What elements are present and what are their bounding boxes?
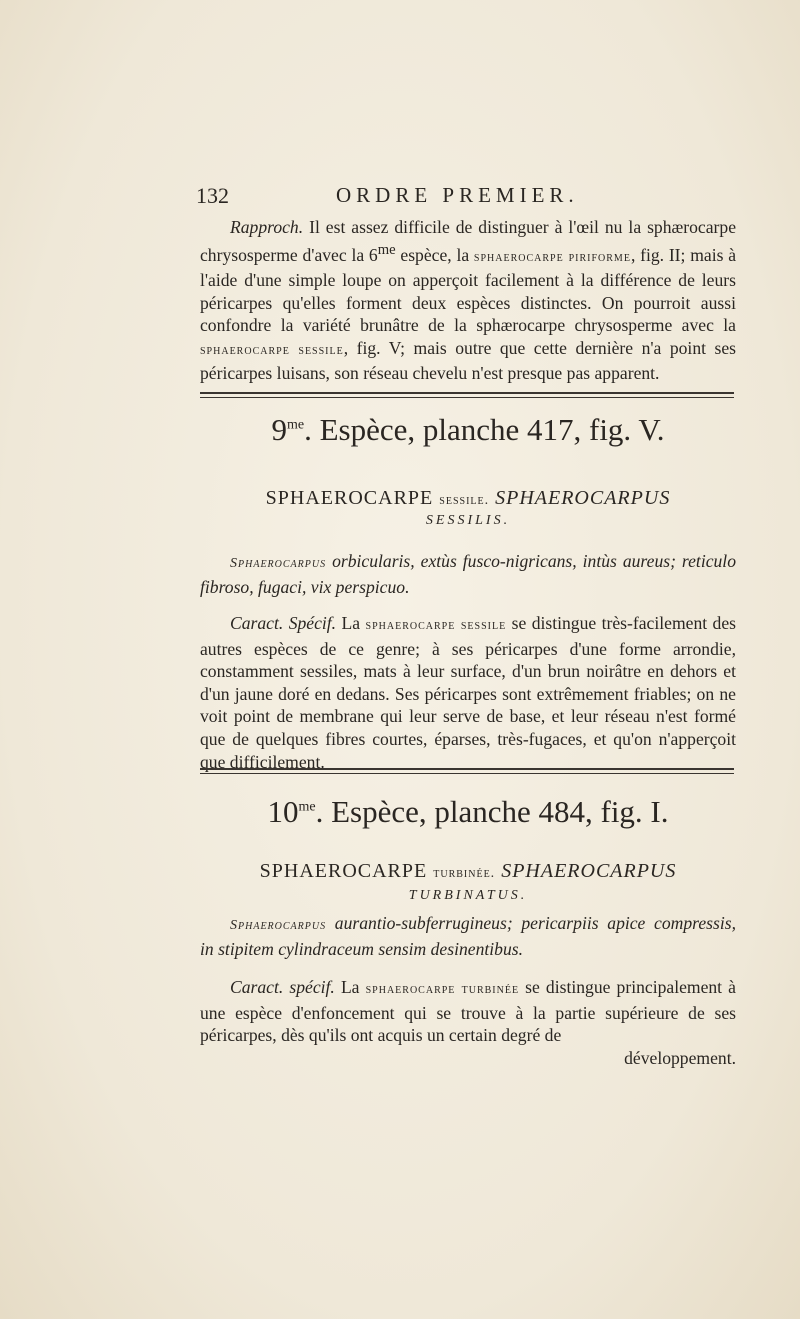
species9-diag-genus: Sphaerocarpus bbox=[230, 556, 327, 571]
species10-caract-label: Caract. spécif. bbox=[230, 977, 335, 997]
intro-text-1: Il est assez difficile de distinguer à l'œil nu la sphærocarpe chrysosperme d'avec la 6 bbox=[200, 217, 736, 265]
species9-caract-t1: La bbox=[336, 613, 366, 633]
species10-caract-t1: La bbox=[334, 977, 366, 997]
species9-genus: SPHAEROCARPE bbox=[265, 487, 434, 509]
species10-latin-epithet: TURBINATUS. bbox=[408, 888, 528, 903]
species10-caract-trail: développement. bbox=[624, 1047, 736, 1068]
species9-caract-label: Caract. Spécif. bbox=[230, 613, 337, 633]
intro-text-3: , fig. II; mais à l'aide d'une simple loupe on apperçoit facilement à la différence de leurs péricarpes qu'elles forment deux espèces distinctes. On pourroit aussi confondre la variété brunâtre de la sphærocarpe chrysosperme avec la bbox=[200, 244, 737, 336]
running-title: ORDRE PREMIER. bbox=[336, 183, 579, 207]
species10-caract-t2: se distingue principalement à une espèce d'enfoncement qui se trouve à la partie supérieure de ses péricarpes, dès qu'ils ont acquis un certain degré de bbox=[200, 977, 736, 1046]
intro-paragraph bbox=[200, 216, 736, 385]
species10-genus: SPHAEROCARPE bbox=[259, 860, 428, 882]
species9-diag-text: orbicularis, extùs fusco-nigricans, intùs aureus; reticulo fibroso, fugaci, vix perspicuo. bbox=[200, 551, 736, 597]
section-rule-2 bbox=[200, 768, 734, 774]
species9-diagnosis bbox=[200, 550, 736, 598]
species9-caract bbox=[200, 612, 736, 773]
species9-latin-genus: SPHAEROCARPUS bbox=[495, 487, 671, 509]
species10-heading bbox=[200, 794, 736, 830]
intro-sup: me bbox=[377, 241, 396, 258]
species10-caract-sc: sphaerocarpe turbinée bbox=[365, 982, 520, 997]
species9-caract-sc: sphaerocarpe sessile bbox=[365, 618, 507, 633]
species9-number: 9 bbox=[271, 412, 287, 447]
page-number: 132 bbox=[196, 183, 229, 208]
species10-diagnosis bbox=[200, 912, 736, 960]
species9-sup: me bbox=[286, 417, 305, 433]
species9-title: . Espèce, planche 417, fig. V. bbox=[304, 412, 665, 447]
species9-name-line bbox=[200, 487, 736, 510]
species9-heading bbox=[200, 412, 736, 448]
species10-latin-genus: SPHAEROCARPUS bbox=[501, 860, 677, 882]
species9-epithet: sessile. bbox=[439, 493, 490, 508]
intro-text-2: espèce, la bbox=[395, 244, 474, 265]
species9-caract-t2: se distingue très-facilement des autres espèces de ce genre; à ses péricarpes d'une forme arrondie, constamment sessiles, mats à leur surface, d'un brun noirâtre en dehors et d'un jaune doré en dedans. Ses péricarpes sont extrêmement friables; on ne voit point de membrane qui leur serve de base, et leur réseau n'est formé que de quelques fibres courtes, éparses, très-fugaces, et qu'on n'apperçoit que difficilement. bbox=[200, 613, 737, 772]
species10-sup: me bbox=[298, 799, 316, 815]
section-rule-1 bbox=[200, 392, 734, 398]
species10-epithet: turbinée. bbox=[433, 866, 496, 881]
page-header bbox=[196, 183, 736, 211]
species10-caract bbox=[200, 976, 736, 1069]
species10-title: . Espèce, planche 484, fig. I. bbox=[315, 794, 669, 829]
species9-latin-epithet: SESSILIS. bbox=[425, 513, 511, 528]
species10-diag-text: aurantio-subferrugineus; pericarpiis apice compressis, in stipitem cylindraceum sensim desinentibus. bbox=[200, 913, 736, 959]
rapproch-label: Rapproch. bbox=[230, 217, 304, 237]
species10-name-line bbox=[200, 860, 736, 883]
intro-smallcaps-2: sphaerocarpe sessile bbox=[200, 342, 344, 358]
intro-text-4: , fig. V; mais outre que cette dernière n'a point ses péricarpes luisans, son réseau chevelu n'est presque pas apparent. bbox=[200, 337, 736, 384]
intro-smallcaps-1: sphaerocarpe piriforme bbox=[473, 249, 631, 265]
species10-diag-genus: Sphaerocarpus bbox=[230, 918, 327, 933]
species10-number: 10 bbox=[267, 794, 299, 829]
